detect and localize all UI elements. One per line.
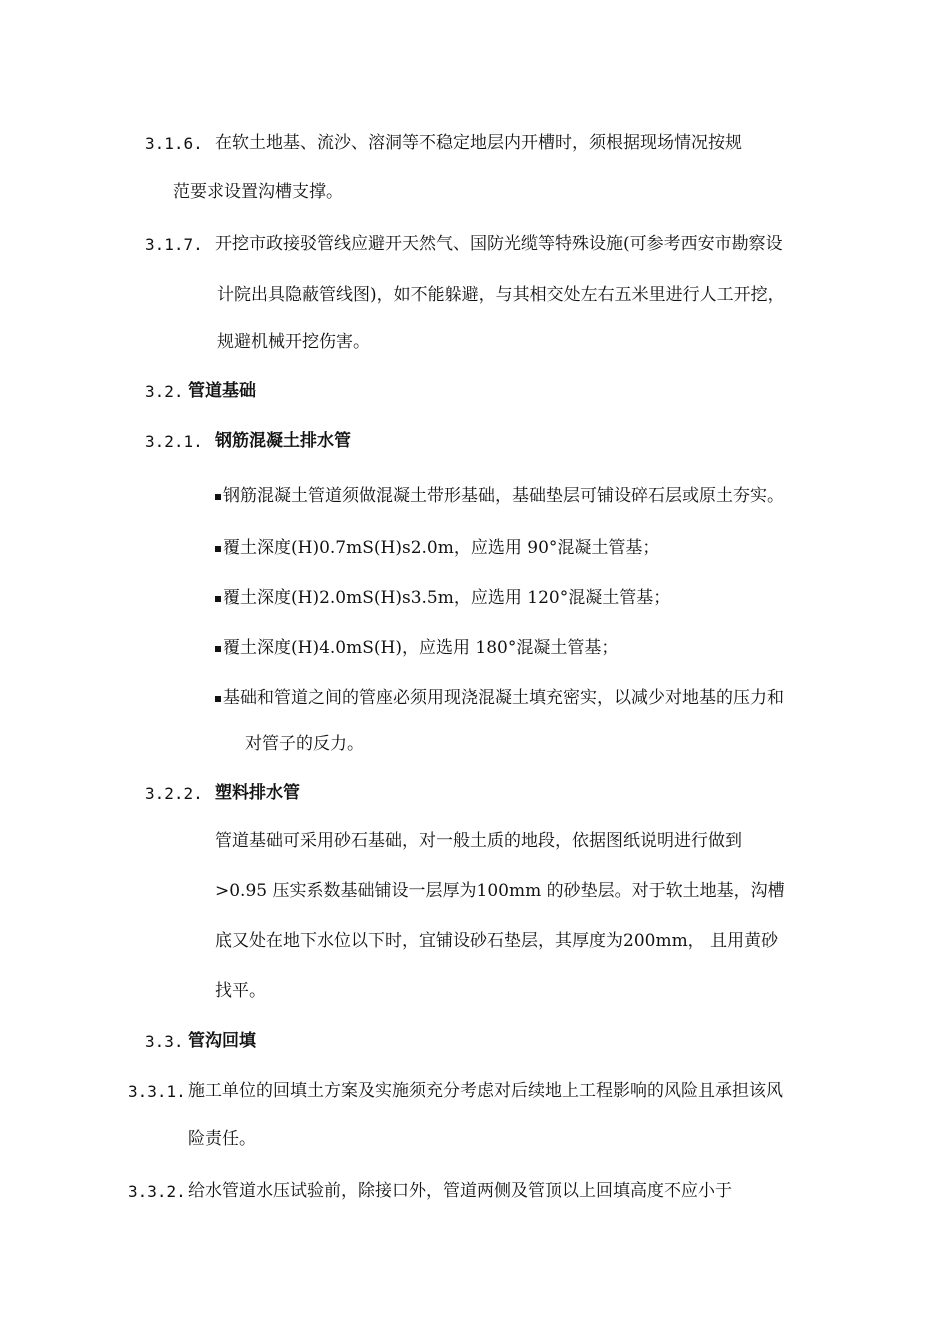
bullet-item [215, 485, 784, 507]
section-title: 钢筋混凝土排水管 [215, 431, 351, 451]
bullet-text: 覆土深度(H)4.0mS(H)，应选用 180°混凝土管基； [223, 638, 619, 658]
paragraph-line: 施工单位的回填土方案及实施须充分考虑对后续地上工程影响的风险且承担该风 [188, 1081, 783, 1101]
section-number: 3.2.1. [145, 432, 203, 451]
paragraph-line: 开挖市政接驳管线应避开天然气、国防光缆等特殊设施(可参考西安市勘察设 [215, 234, 783, 254]
section-title: 管道基础 [188, 381, 256, 401]
section-title: 塑料排水管 [215, 783, 300, 803]
paragraph-line: 范要求设置沟槽支撑。 [173, 182, 343, 202]
square-bullet-icon [215, 596, 221, 602]
section-number: 3.2.2. [145, 784, 203, 803]
paragraph-line: 在软土地基、流沙、溶洞等不稳定地层内开槽时，须根据现场情况按规 [215, 133, 742, 153]
paragraph-line: 险责任。 [188, 1129, 256, 1149]
paragraph-line: 给水管道水压试验前，除接口外，管道两侧及管顶以上回填高度不应小于 [188, 1181, 732, 1201]
section-number: 3.2. [145, 382, 184, 401]
square-bullet-icon [215, 646, 221, 652]
square-bullet-icon [215, 696, 221, 702]
bullet-item [215, 537, 659, 559]
bullet-text: 覆土深度(H)0.7mS(H)s2.0m，应选用 90°混凝土管基； [223, 538, 660, 558]
paragraph-line: 规避机械开挖伤害。 [217, 332, 370, 352]
bullet-text: 基础和管道之间的管座必须用现浇混凝土填充密实，以减少对地基的压力和 [223, 688, 784, 708]
bullet-text: 钢筋混凝土管道须做混凝土带形基础，基础垫层可铺设碎石层或原土夯实。 [223, 486, 784, 506]
bullet-continuation: 对管子的反力。 [245, 734, 364, 754]
section-number: 3.1.6. [145, 134, 203, 153]
bullet-text: 覆土深度(H)2.0mS(H)s3.5m，应选用 120°混凝土管基； [223, 588, 671, 608]
bullet-item [215, 587, 670, 609]
bullet-item [215, 637, 618, 659]
square-bullet-icon [215, 494, 221, 500]
section-number: 3.3. [145, 1032, 184, 1051]
section-number: 3.1.7. [145, 235, 203, 254]
section-title: 管沟回填 [188, 1031, 256, 1051]
paragraph-line: 计院出具隐蔽管线图)，如不能躲避，与其相交处左右五米里进行人工开挖， [217, 285, 785, 305]
paragraph-line: 找平。 [215, 981, 266, 1001]
paragraph-line: 底又处在地下水位以下时，宜铺设砂石垫层，其厚度为200mm， 且用黄砂 [215, 931, 779, 951]
section-number: 3.3.1. [128, 1082, 186, 1101]
section-number: 3.3.2. [128, 1182, 186, 1201]
square-bullet-icon [215, 546, 221, 552]
bullet-item [215, 687, 784, 709]
paragraph-line: >0.95 压实系数基础铺设一层厚为100mm 的砂垫层。对于软土地基，沟槽 [215, 881, 785, 901]
paragraph-line: 管道基础可采用砂石基础，对一般土质的地段，依据图纸说明进行做到 [215, 831, 742, 851]
